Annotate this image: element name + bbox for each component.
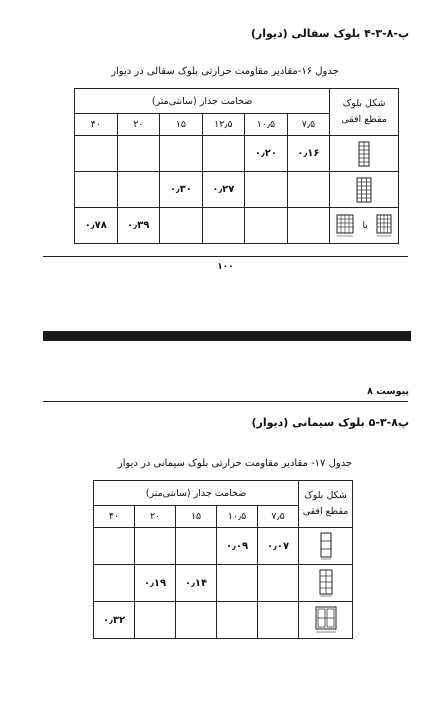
shape-header: شکل بلوک مقطع افقی xyxy=(299,481,353,528)
clay-block-large-alt-icon xyxy=(336,214,354,238)
cement-block-small-icon xyxy=(320,532,332,560)
table-cell xyxy=(176,602,217,639)
footer-divider xyxy=(43,256,408,257)
table-cell xyxy=(94,565,135,602)
table-cell: ۰٫۱۶ xyxy=(287,136,330,172)
table-cell: ۰٫۳۹ xyxy=(117,208,160,244)
table-cell xyxy=(135,602,176,639)
table-cell: ۰٫۱۹ xyxy=(135,565,176,602)
block-shape-cell xyxy=(330,208,399,244)
table-cell xyxy=(202,136,245,172)
cement-block-medium-icon xyxy=(319,569,333,597)
block-shape-cell xyxy=(299,565,353,602)
col-header: ۱۵ xyxy=(176,506,217,528)
table-cell xyxy=(117,172,160,208)
table-16-caption: جدول ۱۶-مقادیر مقاومت حرارتی بلوک سفالی در دیوار xyxy=(111,66,339,77)
thickness-header: ضخامت جدار (سانتی‌متر) xyxy=(75,89,330,114)
table-cell: ۰٫۰۹ xyxy=(217,528,258,565)
col-header: ۷٫۵ xyxy=(287,114,330,136)
col-header: ۲۰ xyxy=(135,506,176,528)
table-cell xyxy=(258,602,299,639)
block-shape-cell xyxy=(330,172,399,208)
appendix-label: پیوست ۸ xyxy=(367,386,409,397)
table-cell xyxy=(217,565,258,602)
table-17 xyxy=(93,480,353,639)
table-cell xyxy=(160,208,203,244)
table-cell xyxy=(258,565,299,602)
col-header: ۲۰ xyxy=(117,114,160,136)
col-header: ۱۰٫۵ xyxy=(217,506,258,528)
table-cell xyxy=(160,136,203,172)
clay-block-medium-icon xyxy=(356,177,372,203)
table-cell: ۰٫۲۰ xyxy=(245,136,288,172)
table-16 xyxy=(74,88,399,244)
col-header: ۱۰٫۵ xyxy=(245,114,288,136)
table-cell xyxy=(245,172,288,208)
col-header: ۴۰ xyxy=(94,506,135,528)
table-cell xyxy=(94,528,135,565)
table-cell xyxy=(245,208,288,244)
shape-header: شکل بلوک مقطع افقی xyxy=(330,89,399,136)
table-cell xyxy=(117,136,160,172)
table-cell xyxy=(202,208,245,244)
table-cell xyxy=(75,172,118,208)
block-shape-cell xyxy=(330,136,399,172)
header-divider xyxy=(43,401,408,402)
col-header: ۴۰ xyxy=(75,114,118,136)
clay-block-small-icon xyxy=(358,141,370,167)
block-shape-cell xyxy=(299,528,353,565)
col-header: ۷٫۵ xyxy=(258,506,299,528)
table-cell xyxy=(287,208,330,244)
table-cell xyxy=(176,528,217,565)
clay-block-large-icon xyxy=(376,214,392,238)
table-cell: ۰٫۷۸ xyxy=(75,208,118,244)
table-cell xyxy=(135,528,176,565)
cement-block-large-icon xyxy=(315,606,337,634)
section-heading-clay-block: پ-۸-۳-۴ بلوک سفالی (دیوار) xyxy=(250,27,409,40)
page-separator xyxy=(43,331,411,341)
block-shape-cell xyxy=(299,602,353,639)
table-cell xyxy=(287,172,330,208)
col-header: ۱۲٫۵ xyxy=(202,114,245,136)
section-heading-cement-block: پ۸-۳-۵ بلوک سیمانی (دیوار) xyxy=(251,416,409,429)
table-cell: ۰٫۰۷ xyxy=(258,528,299,565)
table-cell xyxy=(75,136,118,172)
table-cell: ۰٫۱۴ xyxy=(176,565,217,602)
or-label: یا xyxy=(362,220,368,231)
col-header: ۱۵ xyxy=(160,114,203,136)
table-cell: ۰٫۳۲ xyxy=(94,602,135,639)
table-cell: ۰٫۳۰ xyxy=(160,172,203,208)
table-17-caption: جدول ۱۷- مقادیر مقاومت حرارتی بلوک سیمانی در دیوار xyxy=(117,458,353,469)
table-cell: ۰٫۲۷ xyxy=(202,172,245,208)
thickness-header: ضخامت جدار (سانتی‌متر) xyxy=(94,481,299,506)
table-cell xyxy=(217,602,258,639)
page-number: ۱۰۰ xyxy=(217,262,234,272)
